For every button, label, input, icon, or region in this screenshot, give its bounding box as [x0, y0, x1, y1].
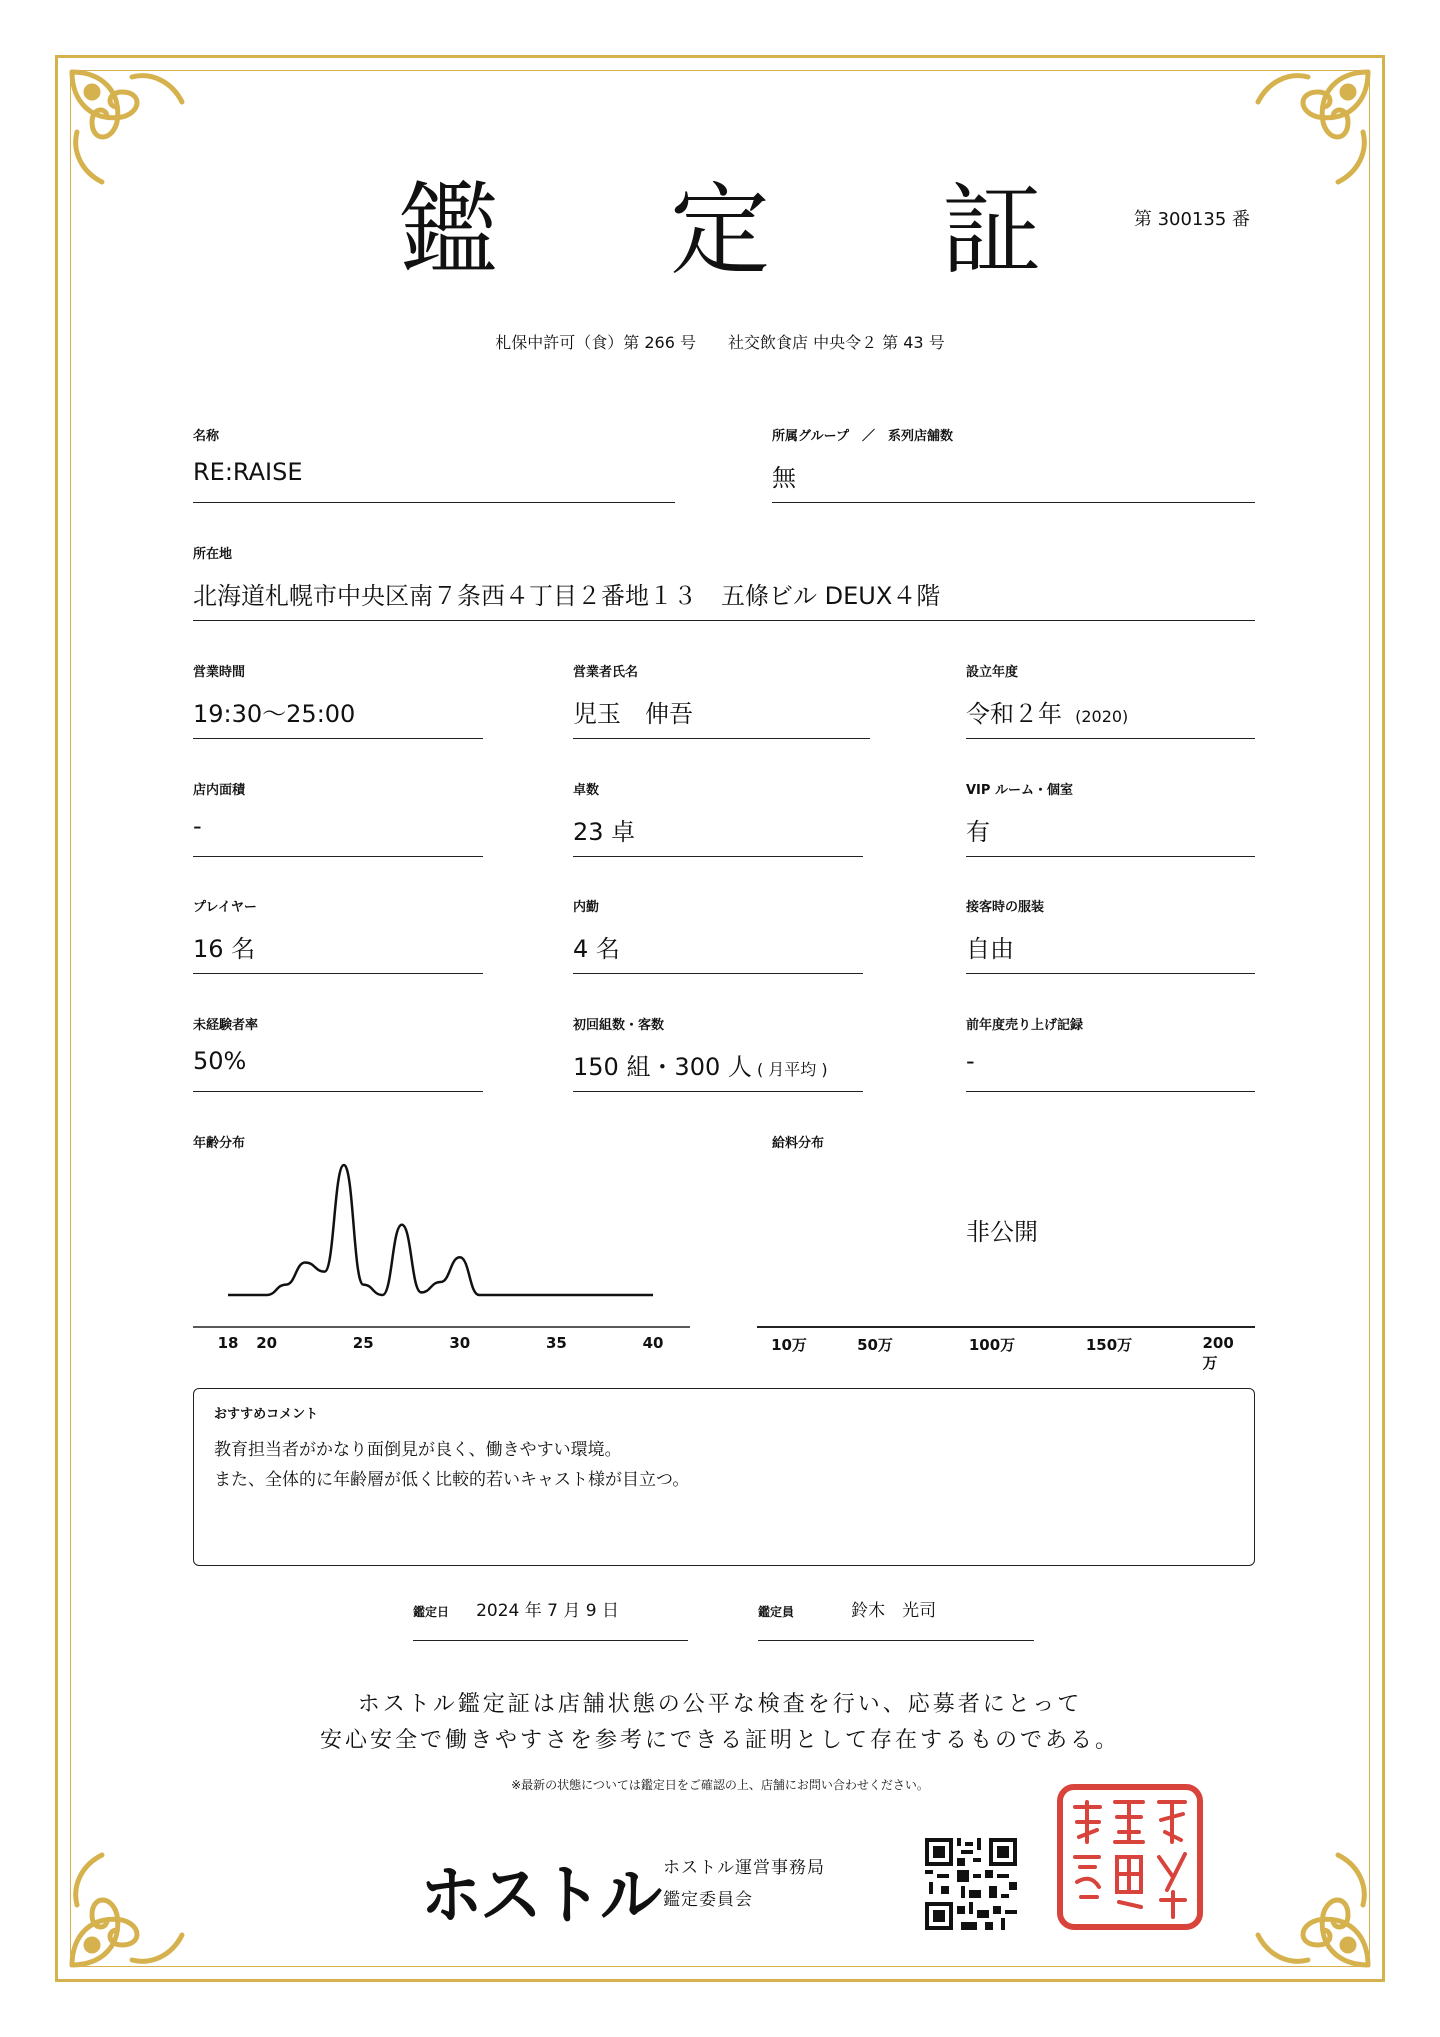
field-vip	[966, 779, 1255, 857]
field-inexperienced	[193, 1014, 483, 1092]
field-label: プレイヤー	[193, 900, 257, 915]
field-label: 設立年度	[966, 665, 1019, 680]
field-value: 50%	[193, 1047, 247, 1075]
certificate-title: 鑑 定 証	[398, 172, 1112, 289]
appraiser	[758, 1596, 1034, 1641]
field-label: 所属グループ ／ 系列店舗数	[772, 429, 953, 444]
field-label: 前年度売り上げ記録	[966, 1018, 1084, 1033]
field-value: 自由	[966, 935, 1014, 963]
comment-label: おすすめコメント	[214, 1407, 319, 1422]
field-value: -	[193, 812, 202, 840]
age-tick: 18	[217, 1334, 239, 1352]
field-sales-record	[966, 1014, 1255, 1092]
field-sub: ( 月平均 )	[756, 1060, 828, 1079]
field-value: 有	[966, 818, 990, 846]
field-label: 接客時の服装	[966, 900, 1045, 915]
field-label: 営業時間	[193, 665, 246, 680]
salary-tick: 200万	[1202, 1334, 1234, 1372]
age-tick: 25	[352, 1334, 374, 1352]
field-first-visit	[573, 1014, 863, 1092]
salary-tick: 50万	[857, 1336, 893, 1354]
salary-axis-ticks	[757, 1334, 1255, 1372]
salary-tick: 150万	[1085, 1336, 1133, 1354]
statement-line-1: ホストル鑑定証は店舗状態の公平な検査を行い、応募者にとって	[357, 1692, 1083, 1717]
field-staff	[573, 896, 863, 974]
field-name	[193, 425, 675, 503]
field-tables	[573, 779, 863, 857]
age-axis-ticks	[193, 1334, 693, 1354]
comment-line: また、全体的に年齢層が低く比較的若いキャスト様が目立つ。	[214, 1470, 690, 1490]
salary-status: 非公開	[966, 1218, 1038, 1246]
appraisal-date-label: 鑑定日	[413, 1605, 450, 1619]
field-value: 令和２年	[966, 700, 1062, 728]
field-value: 16 名	[193, 935, 256, 963]
field-hours	[193, 661, 483, 739]
field-label: 名称	[193, 429, 220, 444]
appraiser-label: 鑑定員	[758, 1605, 795, 1619]
field-players	[193, 896, 483, 974]
field-sub: (2020)	[1075, 707, 1129, 726]
comment-line: 教育担当者がかなり面倒見が良く、働きやすい環境。	[214, 1440, 622, 1460]
field-address	[193, 543, 1255, 621]
recommendation-comment-box	[193, 1388, 1255, 1566]
field-value: 23 卓	[573, 818, 636, 846]
age-tick: 40	[642, 1334, 664, 1352]
field-value: 4 名	[573, 935, 620, 963]
field-dress	[966, 896, 1255, 974]
disclaimer-note: ※最新の状態については鑑定日をご確認の上、店舗にお問い合わせください。	[511, 1778, 929, 1792]
field-label: 営業者氏名	[573, 665, 639, 680]
age-tick: 20	[256, 1334, 278, 1352]
salary-chart-label: 給料分布	[772, 1136, 825, 1151]
appraisal-date-value: 2024 年 7 月 9 日	[476, 1601, 620, 1621]
field-label: 未経験者率	[193, 1018, 259, 1033]
age-distribution-chart	[193, 1150, 693, 1350]
age-chart-label: 年齢分布	[193, 1136, 246, 1151]
field-value: 19:30〜25:00	[193, 700, 356, 728]
field-established	[966, 661, 1255, 739]
field-area	[193, 779, 483, 857]
qr-code-icon[interactable]	[925, 1838, 1017, 1930]
ornament-corner-bottom-left	[62, 1835, 202, 1975]
field-group	[772, 425, 1255, 503]
salary-tick: 100万	[968, 1336, 1016, 1354]
field-value: 北海道札幌市中央区南７条西４丁目２番地１３ 五條ビル DEUX４階	[193, 582, 941, 610]
field-label: 内勤	[573, 900, 600, 915]
hostle-logo: ホストル	[420, 1856, 661, 1934]
serial-number: 第 300135 番	[1133, 209, 1250, 230]
field-value: RE:RAISE	[193, 458, 303, 486]
statement-line-2: 安心安全で働きやすさを参考にできる証明として存在するものである。	[319, 1728, 1120, 1753]
field-value: 児玉 伸吾	[573, 700, 693, 728]
license-numbers: 札保中許可（食）第 266 号 社交飲食店 中央令２ 第 43 号	[495, 333, 945, 352]
age-tick: 35	[545, 1334, 567, 1352]
field-value: -	[966, 1047, 975, 1075]
appraiser-name: 鈴木 光司	[851, 1601, 937, 1621]
field-value: 無	[772, 464, 796, 492]
field-label: 所在地	[193, 547, 233, 562]
age-tick: 30	[449, 1334, 471, 1352]
field-label: 初回組数・客数	[573, 1018, 665, 1033]
org-line-2: 鑑定委員会	[663, 1890, 753, 1910]
field-label: VIP ルーム・個室	[966, 783, 1073, 798]
salary-axis-line	[757, 1326, 1255, 1328]
age-distribution-curve	[228, 1165, 653, 1295]
field-operator	[573, 661, 870, 739]
official-seal-icon	[1055, 1782, 1205, 1932]
appraisal-date	[413, 1596, 688, 1641]
field-value: 150 組・300 人	[573, 1053, 752, 1081]
field-label: 店内面積	[193, 783, 246, 798]
field-label: 卓数	[573, 783, 600, 798]
ornament-corner-bottom-right	[1238, 1835, 1378, 1975]
salary-tick: 10万	[771, 1336, 807, 1354]
org-line-1: ホストル運営事務局	[663, 1858, 825, 1878]
